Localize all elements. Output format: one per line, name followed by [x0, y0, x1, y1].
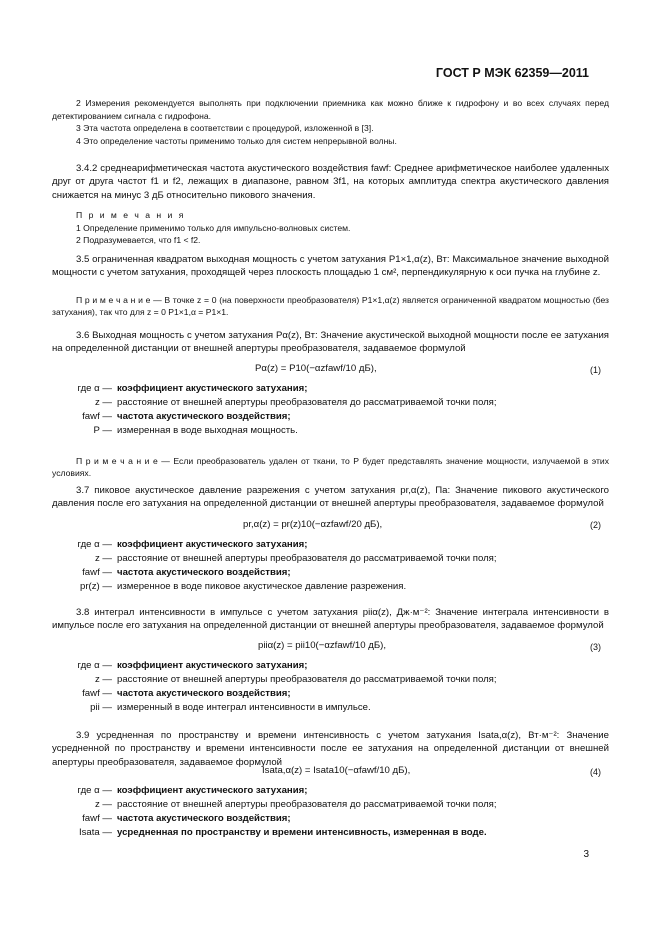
where-desc: частота акустического воздействия;: [117, 688, 291, 699]
section-3-9: 3.9 усредненная по пространству и времени интенсивность с учетом затухания Isata,α(z), Вт·м⁻²: Значение усредненной по пространству и времени интенсивности после ее затухания на определенной дистанции от внешней апертуры преобразователя, задаваемое формулой: [52, 729, 609, 768]
where-symbol: z —: [94, 674, 112, 685]
where-desc: расстояние от внешней апертуры преобразователя до рассматриваемой точки поля;: [117, 799, 497, 810]
where-desc: коэффициент акустического затухания;: [117, 383, 308, 394]
formula-1: Pα(z) = P10(−αzfawf/10 дБ),: [255, 363, 377, 374]
where-desc: расстояние от внешней апертуры преобразователя до рассматриваемой точки поля;: [117, 553, 497, 564]
where-desc: частота акустического воздействия;: [117, 567, 291, 578]
notes-top: [52, 97, 609, 147]
where-symbol: z —: [94, 553, 112, 564]
where-symbol: где α —: [77, 660, 112, 671]
where-symbol: где α —: [77, 383, 112, 394]
formula-2: pr,α(z) = pr(z)10(−αzfawf/20 дБ),: [243, 519, 383, 530]
where-symbol: pii —: [90, 702, 112, 713]
where-symbol: P —: [93, 425, 112, 436]
where-desc: коэффициент акустического затухания;: [117, 539, 308, 550]
where-desc: частота акустического воздействия;: [117, 813, 291, 824]
where-symbol: z —: [94, 799, 112, 810]
where-desc: коэффициент акустического затухания;: [117, 785, 308, 796]
section-3-6-note: П р и м е ч а н и е — Если преобразователь удален от ткани, то P будет представлять значение мощности, излучаемой в этих условиях.: [52, 455, 609, 479]
where-desc: усредненная по пространству и времени интенсивность, измеренная в воде.: [117, 827, 487, 838]
where-symbol: fawf —: [82, 813, 112, 824]
section-3-8: 3.8 интеграл интенсивности в импульсе с учетом затухания piiα(z), Дж·м⁻²: Значение интеграла интенсивности в импульсе после его затухания на определенной дистанции от внешней апертуры преобразователя, задаваемое формулой: [52, 606, 609, 632]
where-desc: измеренный в воде интеграл интенсивности в импульсе.: [117, 702, 371, 713]
where-symbol: z —: [94, 397, 112, 408]
section-3-5: 3.5 ограниченная квадратом выходная мощность с учетом затухания P1×1,α(z), Вт: Максимальное значение выходной мощности с учетом затухания, проходящей через плоскость площадью 1 см², перпендикулярную к оси пучка на глубине z.: [52, 253, 609, 279]
notes-item-2: 2 Подразумевается, что f1 < f2.: [76, 235, 201, 245]
formula-1-number: (1): [590, 365, 601, 375]
where-desc: частота акустического воздействия;: [117, 411, 291, 422]
where-symbol: fawf —: [82, 567, 112, 578]
note-4: 4 Это определение частоты применимо только для систем непрерывной волны.: [76, 135, 397, 146]
where-desc: измеренная в воде выходная мощность.: [117, 425, 298, 436]
section-3-7: 3.7 пиковое акустическое давление разрежения с учетом затухания pr,α(z), Па: Значение пикового акустического давления после его затухания на определенной дистанции от внешней апертуры преобразователя, задаваемое формулой: [52, 484, 609, 510]
where-desc: измеренное в воде пиковое акустическое давление разрежения.: [117, 581, 407, 592]
formula-2-number: (2): [590, 520, 601, 530]
section-3-5-note: П р и м е ч а н и е — В точке z = 0 (на поверхности преобразователя) P1×1,α(z) является ограниченной квадратом мощностью (без затухания), так что для z = 0 P1×1,α = P1×1.: [52, 294, 609, 318]
where-desc: расстояние от внешней апертуры преобразователя до рассматриваемой точки поля;: [117, 674, 497, 685]
section-3-4-2: 3.4.2 среднеарифметическая частота акустического воздействия fawf: Среднее арифметическое наиболее удаленных друг от друга частот f1 и f2, лежащих в диапазоне, равном 3f1, на которых амплитуда спектра акустического давления снижается на минус 3 дБ относительно пикового значения.: [52, 162, 609, 201]
where-symbol: pr(z) —: [80, 581, 112, 592]
notes-item-1: 1 Определение применимо только для импульсно-волновых систем.: [76, 222, 351, 233]
formula-4-number: (4): [590, 767, 601, 777]
formula-3: piiα(z) = pii10(−αzfawf/10 дБ),: [258, 640, 387, 651]
where-symbol: где α —: [77, 539, 112, 550]
where-symbol: fawf —: [82, 688, 112, 699]
page-number: 3: [583, 849, 589, 860]
note-3: 3 Эта частота определена в соответствии с процедурой, изложенной в [3].: [76, 123, 374, 133]
where-symbol: где α —: [77, 785, 112, 796]
section-3-6: 3.6 Выходная мощность с учетом затухания Pα(z), Вт: Значение акустической выходной мощности после ее затухания на определенной дистанции от внешней апертуры преобразователя, задаваемое формулой: [52, 329, 609, 355]
standard-header: ГОСТ Р МЭК 62359—2011: [435, 66, 589, 80]
where-symbol: fawf —: [82, 411, 112, 422]
note-2: 2 Измерения рекомендуется выполнять при подключении приемника как можно ближе к гидрофону и во всех случаях перед детектированием сигнала с гидрофона.: [52, 98, 609, 121]
where-symbol: Isata —: [78, 827, 112, 838]
where-desc: расстояние от внешней апертуры преобразователя до рассматриваемой точки поля;: [117, 397, 497, 408]
formula-3-number: (3): [590, 642, 601, 652]
notes-title: П р и м е ч а н и я: [76, 210, 186, 220]
formula-4: Isata,α(z) = Isata10(−αfawf/10 дБ),: [262, 765, 411, 776]
where-desc: коэффициент акустического затухания;: [117, 660, 308, 671]
notes-block: [52, 209, 609, 247]
